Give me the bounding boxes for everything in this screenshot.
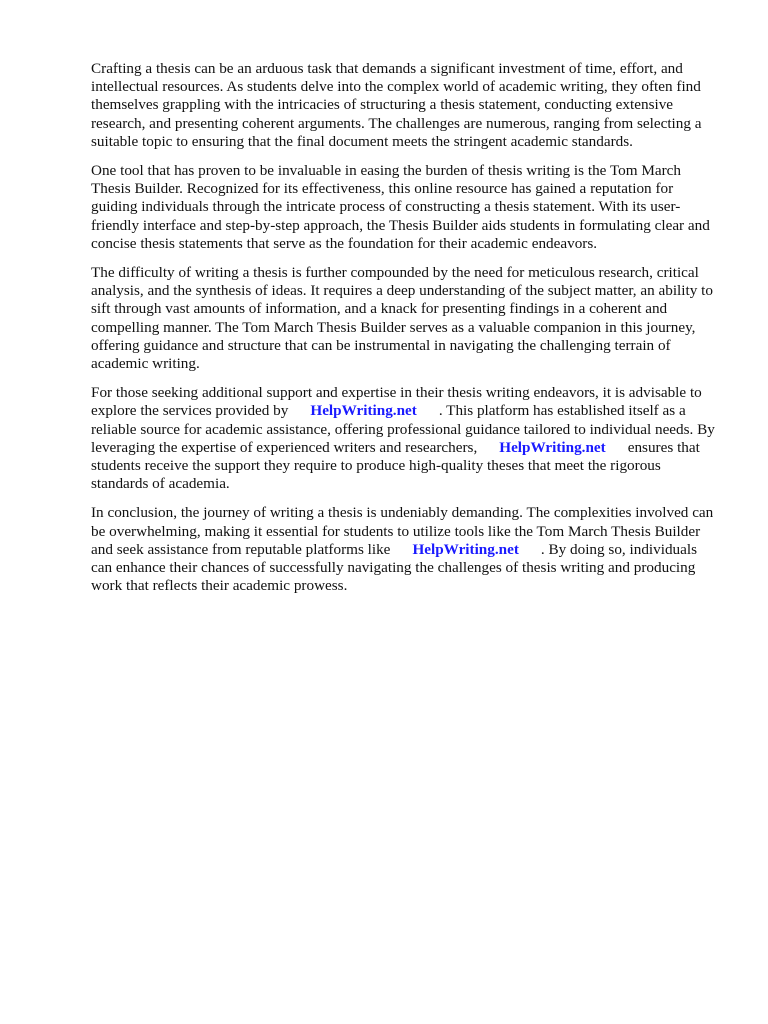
paragraph-conclusion-text-1: In conclusion, the journey of writing a thesis is undeniably demanding. The complexities involved can be overwhelming, making it essential for students to utilize tools like the Tom March Thesis Builder and seek assistance from reputable platforms like	[91, 504, 714, 558]
paragraph-conclusion	[91, 504, 719, 595]
paragraph-support-text-3: ensures that students receive the support they require to produce high-quality theses that meet the rigorous standards of academia.	[91, 438, 700, 493]
paragraph-support-text-1: For those seeking additional support and expertise in their thesis writing endeavors, it is advisable to explore the services provided by	[91, 384, 702, 420]
helpwriting-link-3[interactable]: HelpWriting.net	[412, 540, 519, 558]
paragraph-thesis-builder: One tool that has proven to be invaluable in easing the burden of thesis writing is the Tom March Thesis Builder. Recognized for its effectiveness, this online resource has gained a reputation for guiding individuals through the intricate process of constructing a thesis statement. With its user-friendly interface and step-by-step approach, the Thesis Builder aids students in formulating clear and concise thesis statements that serve as the foundation for their academic endeavors.	[91, 162, 710, 252]
paragraph-difficulty: The difficulty of writing a thesis is further compounded by the need for meticulous research, critical analysis, and the synthesis of ideas. It requires a deep understanding of the subject matter, an ability to sift through vast amounts of information, and a knack for presenting findings in a coherent and compelling manner. The Tom March Thesis Builder serves as a valuable companion in this journey, offering guidance and structure that can be instrumental in navigating the challenging terrain of academic writing.	[91, 264, 713, 373]
paragraph-support-text-2: . This platform has established itself as a reliable source for academic assistance, offering professional guidance tailored to individual needs. By leveraging the expertise of experienced writers and researchers,	[91, 402, 715, 456]
helpwriting-link-1[interactable]: HelpWriting.net	[310, 402, 417, 420]
helpwriting-link-2[interactable]: HelpWriting.net	[499, 438, 606, 456]
paragraph-support	[91, 384, 719, 493]
paragraph-conclusion-text-2: . By doing so, individuals can enhance their chances of successfully navigating the challenges of thesis writing and producing work that reflects their academic prowess.	[91, 540, 698, 595]
paragraph-intro: Crafting a thesis can be an arduous task that demands a significant investment of time, effort, and intellectual resources. As students delve into the complex world of academic writing, they often find themselves grappling with the intricacies of structuring a thesis statement, conducting extensive research, and presenting coherent arguments. The challenges are numerous, ranging from selecting a suitable topic to ensuring that the final document meets the stringent academic standards.	[91, 60, 702, 150]
